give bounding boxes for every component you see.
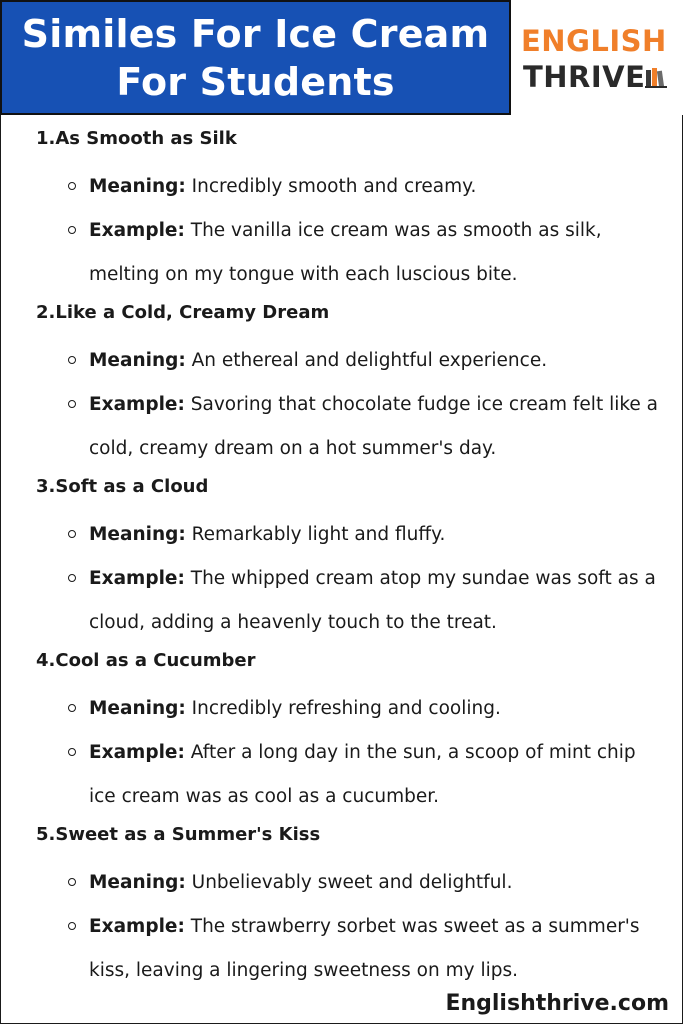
meaning-item: [36, 687, 666, 731]
books-icon: [645, 66, 667, 88]
bullet-circle-icon: [68, 226, 76, 234]
simile-title: 3.Soft as a Cloud: [36, 476, 209, 497]
bullet-circle-icon: [68, 704, 76, 712]
simile-details: [36, 339, 666, 471]
bullet-circle-icon: [68, 748, 76, 756]
example-item-label: Example:: [89, 220, 185, 241]
example-item-label: Example:: [89, 742, 185, 763]
meaning-item-text: An ethereal and delightful experience.: [191, 350, 548, 371]
simile-item: [36, 299, 666, 471]
logo-text-thrive: THRIVE: [523, 60, 646, 94]
example-item-text: After a long day in the sun, a scoop of mint chip ice cream was as cool as a cucumber.: [89, 742, 636, 807]
example-item-label: Example:: [89, 916, 185, 937]
meaning-item-label: Meaning:: [89, 176, 186, 197]
meaning-item-text: Incredibly smooth and creamy.: [191, 176, 477, 197]
bullet-circle-icon: [68, 574, 76, 582]
simile-item: [36, 125, 666, 297]
meaning-item-label: Meaning:: [89, 524, 186, 545]
example-item: [36, 209, 666, 297]
meaning-item: [36, 861, 666, 905]
simile-details: [36, 165, 666, 297]
page-title-line-2: For Students: [116, 59, 395, 104]
brand-logo: [511, 0, 683, 115]
meaning-item: [36, 339, 666, 383]
bullet-circle-icon: [68, 182, 76, 190]
meaning-item-text: Unbelievably sweet and delightful.: [191, 872, 513, 893]
simile-title: 1.As Smooth as Silk: [36, 128, 237, 149]
simile-details: [36, 513, 666, 645]
simile-list: [36, 124, 666, 995]
simile-details: [36, 861, 666, 993]
bullet-circle-icon: [68, 400, 76, 408]
simile-item: [36, 647, 666, 819]
example-item-label: Example:: [89, 394, 185, 415]
simile-title: 4.Cool as a Cucumber: [36, 650, 256, 671]
title-banner: [0, 0, 511, 115]
bullet-circle-icon: [68, 878, 76, 886]
footer-site-url: Englishthrive.com: [445, 991, 669, 1016]
example-item: [36, 383, 666, 471]
bullet-circle-icon: [68, 922, 76, 930]
logo-text-english: ENGLISH: [521, 24, 667, 58]
example-item-label: Example:: [89, 568, 185, 589]
meaning-item-text: Remarkably light and fluffy.: [191, 524, 446, 545]
example-item: [36, 731, 666, 819]
bullet-circle-icon: [68, 356, 76, 364]
meaning-item-label: Meaning:: [89, 698, 186, 719]
simile-item: [36, 821, 666, 993]
example-item-text: The vanilla ice cream was as smooth as silk, melting on my tongue with each luscious bite.: [89, 220, 602, 285]
header: [0, 0, 683, 117]
bullet-circle-icon: [68, 530, 76, 538]
simile-title: 5.Sweet as a Summer's Kiss: [36, 824, 321, 845]
meaning-item-label: Meaning:: [89, 872, 186, 893]
meaning-item: [36, 513, 666, 557]
example-item: [36, 557, 666, 645]
simile-details: [36, 687, 666, 819]
example-item-text: Savoring that chocolate fudge ice cream felt like a cold, creamy dream on a hot summer's day.: [89, 394, 659, 459]
example-item-text: The strawberry sorbet was sweet as a summer's kiss, leaving a lingering sweetness on my lips.: [89, 916, 640, 981]
simile-title: 2.Like a Cold, Creamy Dream: [36, 302, 330, 323]
example-item: [36, 905, 666, 993]
page-title-line-1: Similes For Ice Cream: [21, 11, 490, 56]
meaning-item: [36, 165, 666, 209]
example-item-text: The whipped cream atop my sundae was soft as a cloud, adding a heavenly touch to the treat.: [89, 568, 656, 633]
simile-item: [36, 473, 666, 645]
meaning-item-text: Incredibly refreshing and cooling.: [191, 698, 501, 719]
meaning-item-label: Meaning:: [89, 350, 186, 371]
